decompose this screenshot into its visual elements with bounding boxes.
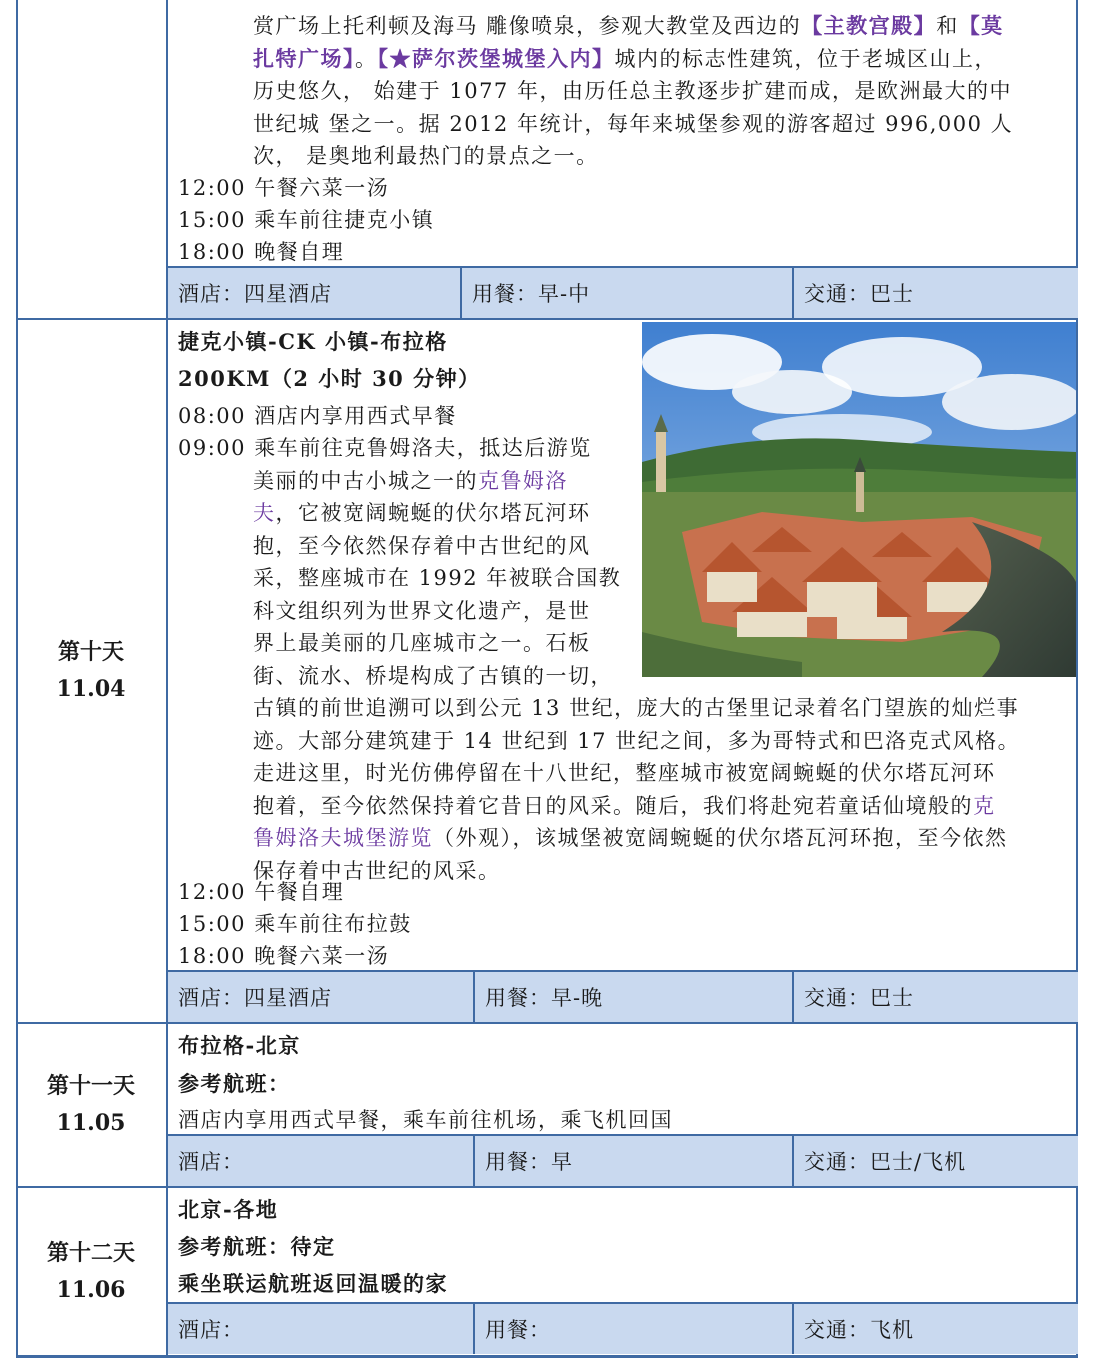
text-run: 世纪城 堡之一。据 2012 年统计，每年来城堡参观的游客超过 996,000 人 [253, 111, 1014, 136]
day12-row [16, 1188, 1078, 1356]
day9-info-bar [168, 266, 1078, 318]
paragraph-line [253, 822, 1008, 852]
text-run: 历史悠久， 始建于 1077 年，由历任总主教逐步扩建而成，是欧洲最大的中 [253, 79, 1012, 103]
text-run: 科文组织列为世界文化遗产，是世 [253, 598, 591, 623]
paragraph-line [253, 757, 996, 787]
day11-row [16, 1024, 1078, 1188]
highlighted-attraction: 夫 [253, 501, 276, 525]
day10-label [16, 320, 168, 1022]
day12-info-bar [168, 1302, 1078, 1354]
highlighted-attraction: 克鲁姆洛 [478, 468, 568, 493]
hotel-cell: 酒店：四星酒店 [178, 282, 332, 306]
highlighted-attraction: 鲁姆洛夫城堡游览 [253, 826, 433, 850]
day-route-title: 布拉格-北京 [178, 1033, 301, 1058]
highlighted-attraction: 【主教宫殿】 [801, 13, 937, 38]
text-run: ，它被宽阔蜿蜒的伏尔塔瓦河环 [275, 501, 591, 525]
text-run: 次， 是奥地利最热门的景点之一。 [253, 144, 599, 168]
paragraph-line [253, 660, 613, 690]
text-run: 界上最美丽的几座城市之一。石板 [253, 631, 591, 655]
paragraph-line [253, 595, 591, 625]
schedule-item: 12:00 午餐六菜一汤 [178, 176, 390, 200]
hotel-cell: 酒店：四星酒店 [178, 986, 332, 1010]
paragraph-line [253, 43, 997, 73]
day-date: 11.06 [56, 1277, 126, 1303]
text-run: 古镇的前世追溯可以到公元 13 世纪，庞大的古堡里记录着名门望族的灿烂事 [253, 696, 1020, 720]
day12-label [16, 1188, 168, 1356]
schedule-item: 12:00 午餐自理 [178, 880, 345, 904]
schedule-item: 18:00 晚餐自理 [178, 240, 345, 264]
highlighted-attraction: 【★萨尔茨堡城堡入内】 [377, 45, 615, 71]
text-run: 美丽的中古小城之一的 [253, 468, 478, 493]
day10-row [16, 320, 1078, 1024]
day-number: 第十天 [57, 639, 124, 665]
paragraph-line [253, 562, 621, 592]
text-run: 街、流水、桥堤构成了古镇的一切， [253, 663, 613, 688]
paragraph-line [253, 465, 568, 495]
hotel-cell: 酒店： [178, 1150, 244, 1174]
text-run: 迹。大部分建筑建于 14 世纪到 17 世纪之间，多为哥特式和巴洛克式风格。 [253, 728, 1021, 753]
paragraph-line [253, 790, 996, 820]
highlighted-attraction: 扎特广场】 [253, 45, 355, 71]
highlighted-attraction: 【莫 [958, 13, 1004, 38]
schedule-item: 08:00 酒店内享用西式早餐 [178, 404, 457, 428]
paragraph-line [253, 530, 591, 560]
day-number: 第十二天 [46, 1240, 135, 1266]
paragraph-line [253, 725, 1020, 755]
transport-cell: 交通：巴士 [792, 972, 1078, 1022]
paragraph-line [178, 432, 592, 462]
text-run: 采，整座城市在 1992 年被联合国教 [253, 566, 622, 590]
text-run: 。 [355, 46, 378, 71]
day-route-title: 北京-各地 [178, 1197, 279, 1222]
day-description: 酒店内享用西式早餐，乘车前往机场，乘飞机回国 [178, 1108, 673, 1132]
paragraph-line [253, 497, 591, 527]
paragraph-line [253, 75, 1012, 105]
hotel-cell: 酒店： [178, 1318, 244, 1342]
day-distance: 200KM（2 小时 30 分钟） [178, 366, 481, 391]
text-run: （外观），该城堡被宽阔蜿蜒的伏尔塔瓦河环抱，至今依然 [433, 826, 1008, 850]
schedule-item: 18:00 晚餐六菜一汤 [178, 944, 390, 968]
paragraph-line [253, 692, 1019, 722]
text-run: 城内的标志性建筑，位于老城区山上， [614, 46, 997, 71]
day10-info-bar [168, 970, 1078, 1022]
text-run: 抱，至今依然保存着中古世纪的风 [253, 533, 591, 558]
paragraph-line [253, 627, 591, 657]
text-run: 走进这里，时光仿佛停留在十八世纪，整座城市被宽阔蜿蜒的伏尔塔瓦河环 [253, 761, 996, 785]
day-date: 11.05 [56, 1110, 126, 1136]
text-run: 保存着中古世纪的风采。 [253, 858, 501, 883]
flight-info: 参考航班： [178, 1071, 291, 1096]
transport-cell: 交通：飞机 [792, 1304, 1078, 1354]
meals-cell: 用餐： [473, 1304, 792, 1354]
schedule-item: 15:00 乘车前往捷克小镇 [178, 208, 435, 232]
schedule-item: 15:00 乘车前往布拉鼓 [178, 912, 412, 936]
flight-info: 参考航班：待定 [178, 1234, 336, 1259]
paragraph-line [253, 10, 1004, 40]
text-run: 09:00 乘车前往克鲁姆洛夫，抵达后游览 [178, 436, 592, 460]
day-route-title: 捷克小镇-CK 小镇-布拉格 [178, 329, 448, 354]
meals-cell: 用餐：早-中 [460, 268, 792, 318]
day-date: 11.04 [56, 676, 126, 702]
day11-label [16, 1024, 168, 1186]
day-description: 乘坐联运航班返回温暖的家 [178, 1271, 448, 1296]
meals-cell: 用餐：早-晚 [473, 972, 792, 1022]
transport-cell: 交通：巴士/飞机 [792, 1136, 1078, 1186]
paragraph-line [253, 140, 599, 170]
day-column-empty [16, 0, 168, 318]
meals-cell: 用餐：早 [473, 1136, 792, 1186]
highlighted-attraction: 克 [973, 793, 996, 818]
text-run: 抱着，至今依然保持着它昔日的风采。随后，我们将赴宛若童话仙境般的 [253, 793, 973, 818]
day9-row [16, 0, 1078, 320]
text-run: 赏广场上托利顿及海马 雕像喷泉，参观大教堂及西边的 [253, 14, 802, 38]
day-number: 第十一天 [46, 1073, 135, 1099]
cesky-krumlov-photo [642, 322, 1076, 677]
paragraph-line [253, 108, 1013, 138]
day11-info-bar [168, 1134, 1078, 1186]
transport-cell: 交通：巴士 [792, 268, 1078, 318]
text-run: 和 [936, 14, 959, 38]
